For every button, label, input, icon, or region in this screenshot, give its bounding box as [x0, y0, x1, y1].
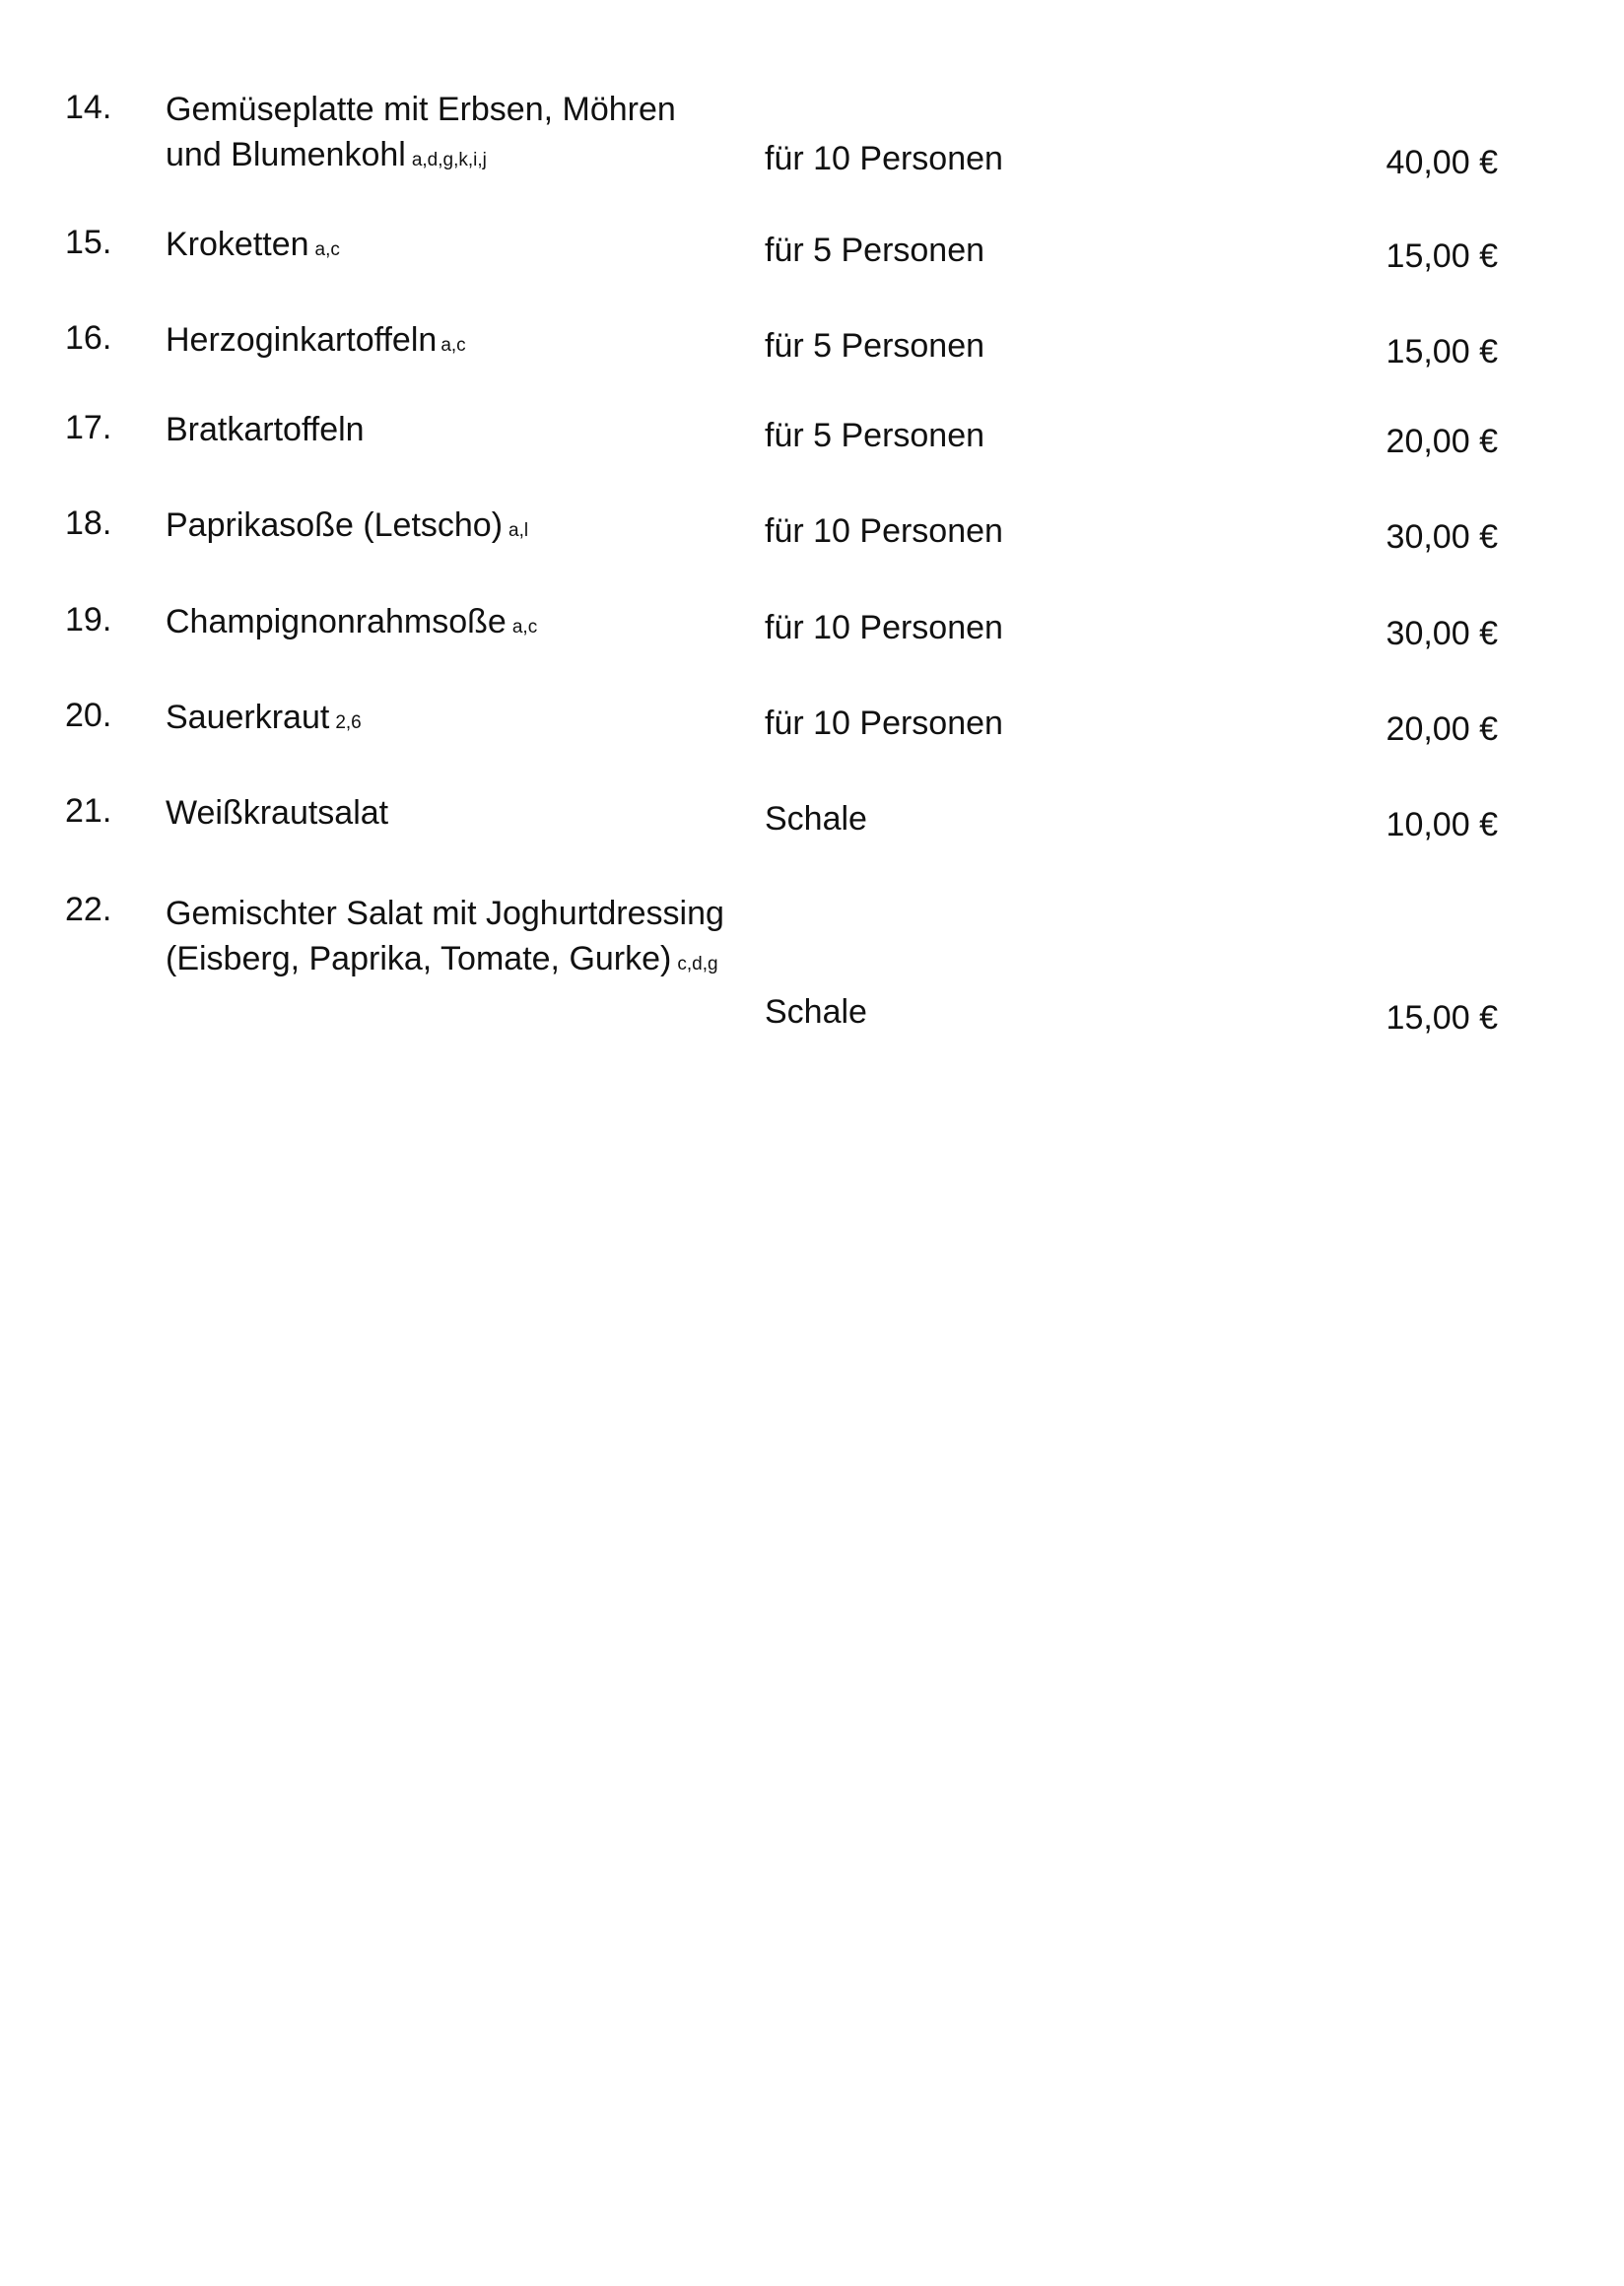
item-portion: für 10 Personen [765, 705, 1003, 742]
item-price: 20,00 € [1386, 710, 1498, 748]
item-name-line-2 [166, 132, 796, 177]
allergen-codes: 2,6 [335, 712, 362, 733]
item-price: 30,00 € [1386, 615, 1498, 652]
item-number: 16. [65, 319, 112, 357]
allergen-codes: a,d,g,k,i,j [411, 150, 487, 170]
item-name-text: Herzoginkartoffeln [166, 321, 438, 359]
item-portion: für 5 Personen [765, 232, 985, 269]
item-portion: für 5 Personen [765, 417, 985, 454]
item-name [166, 87, 796, 177]
item-name-line-2-text: (Eisberg, Paprika, Tomate, Gurke) [166, 940, 672, 977]
item-name [166, 407, 796, 452]
item-name-line-2-text: und Blumenkohl [166, 136, 406, 173]
item-name-text: Sauerkraut [166, 699, 330, 736]
allergen-codes: a,l [508, 520, 529, 541]
item-name-line-1: Gemischter Salat mit Joghurtdressing [166, 895, 724, 932]
item-number: 14. [65, 89, 112, 126]
allergen-codes: c,d,g [677, 954, 718, 975]
item-number: 15. [65, 224, 112, 261]
item-name [166, 317, 796, 363]
item-price: 10,00 € [1386, 806, 1498, 843]
item-portion: für 10 Personen [765, 512, 1003, 550]
item-price: 30,00 € [1386, 518, 1498, 556]
item-portion: Schale [765, 800, 867, 838]
allergen-codes: a,c [314, 239, 340, 260]
item-name-text: Kroketten [166, 226, 309, 263]
item-portion: für 10 Personen [765, 609, 1003, 646]
allergen-codes: a,c [511, 617, 538, 638]
item-price: 15,00 € [1386, 333, 1498, 370]
item-price: 15,00 € [1386, 999, 1498, 1037]
item-name-line-2 [166, 936, 796, 981]
item-name [166, 695, 796, 740]
item-name [166, 599, 796, 644]
item-number: 18. [65, 504, 112, 542]
item-price: 15,00 € [1386, 237, 1498, 275]
item-name-text: Paprikasoße (Letscho) [166, 506, 504, 544]
item-number: 20. [65, 697, 112, 734]
item-number: 19. [65, 601, 112, 639]
item-number: 22. [65, 891, 112, 928]
item-name [166, 222, 796, 267]
item-name [166, 891, 796, 981]
item-name [166, 503, 796, 548]
item-name [166, 790, 796, 836]
item-price: 40,00 € [1386, 144, 1498, 181]
item-number: 17. [65, 409, 112, 446]
item-portion: für 5 Personen [765, 327, 985, 365]
allergen-codes: a,c [440, 335, 466, 356]
item-price: 20,00 € [1386, 423, 1498, 460]
item-name-text: Champignonrahmsoße [166, 603, 507, 640]
item-name-text: Weißkrautsalat [166, 794, 389, 832]
item-portion: für 10 Personen [765, 140, 1003, 177]
item-name-text: Bratkartoffeln [166, 411, 365, 448]
item-name-line-1: Gemüseplatte mit Erbsen, Möhren [166, 91, 676, 128]
item-number: 21. [65, 792, 112, 830]
item-portion: Schale [765, 993, 867, 1031]
